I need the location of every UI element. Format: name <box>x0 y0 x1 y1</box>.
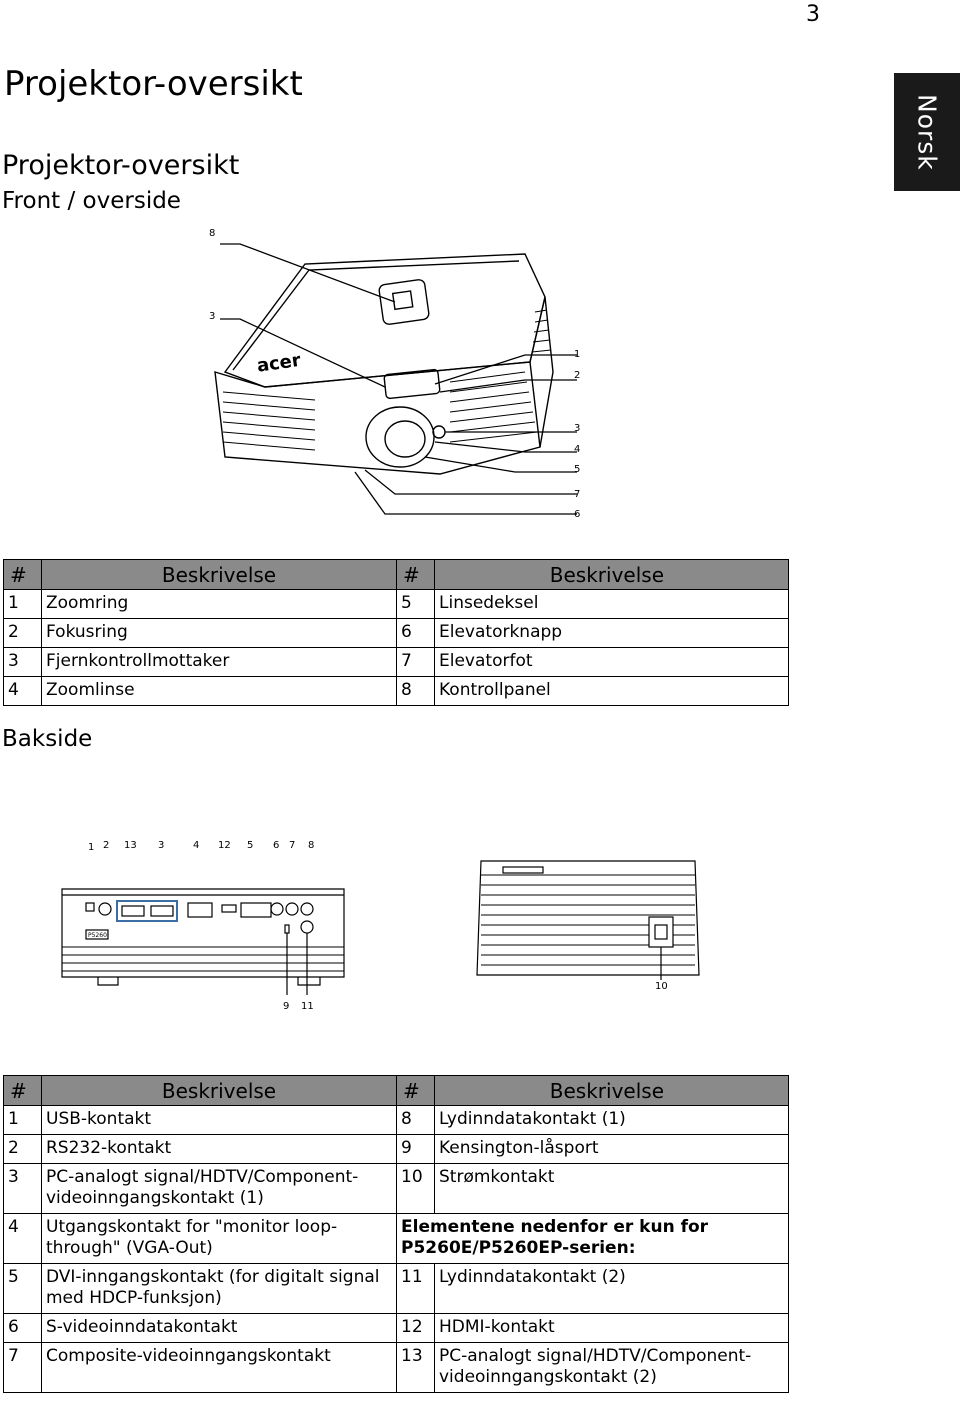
item-description: DVI-inngangskontakt (for digitalt signal med HDCP-funksjon) <box>42 1264 397 1314</box>
item-number: 5 <box>397 590 435 619</box>
item-description: Linsedeksel <box>435 590 789 619</box>
item-number: 3 <box>4 648 42 677</box>
item-description: Fokusring <box>42 619 397 648</box>
front-heading: Front / overside <box>2 188 181 214</box>
item-description: PC-analogt signal/HDTV/Component-videoinngangskontakt (1) <box>42 1164 397 1214</box>
table-row <box>4 1164 789 1214</box>
item-number: 4 <box>4 1214 42 1264</box>
callout-label: 2 <box>103 840 110 851</box>
projector-front-illustration <box>195 222 595 522</box>
item-description: Kontrollpanel <box>435 677 789 706</box>
section-title: Projektor-oversikt <box>2 150 240 181</box>
item-description: HDMI-kontakt <box>435 1314 789 1343</box>
callout-label: 2 <box>574 370 581 381</box>
callout-label: 1 <box>88 842 95 853</box>
item-number: 6 <box>397 619 435 648</box>
item-number: 10 <box>397 1164 435 1214</box>
page-number: 3 <box>806 2 820 27</box>
item-number: 6 <box>4 1314 42 1343</box>
projector-rear-illustration <box>473 855 703 990</box>
item-number: 13 <box>397 1343 435 1393</box>
item-description: Zoomlinse <box>42 677 397 706</box>
item-number: 2 <box>4 1135 42 1164</box>
column-header: # <box>397 560 435 590</box>
table-row <box>4 1106 789 1135</box>
column-header: Beskrivelse <box>42 1076 397 1106</box>
item-number: 11 <box>397 1264 435 1314</box>
item-description: Zoomring <box>42 590 397 619</box>
model-label: P5260i <box>88 932 109 939</box>
callout-label: 5 <box>247 840 254 851</box>
item-number: 1 <box>4 590 42 619</box>
callout-label: 10 <box>655 981 668 992</box>
item-number: 8 <box>397 677 435 706</box>
item-number: 12 <box>397 1314 435 1343</box>
item-description: USB-kontakt <box>42 1106 397 1135</box>
item-description: Utgangskontakt for "monitor loop-through" (VGA-Out) <box>42 1214 397 1264</box>
item-number: 3 <box>4 1164 42 1214</box>
table-header-row <box>4 1076 789 1106</box>
item-number: 8 <box>397 1106 435 1135</box>
item-number: 5 <box>4 1264 42 1314</box>
callout-label: 9 <box>283 1001 290 1012</box>
item-description: PC-analogt signal/HDTV/Component-videoinngangskontakt (2) <box>435 1343 789 1393</box>
item-description: Fjernkontrollmottaker <box>42 648 397 677</box>
table-row <box>4 1264 789 1314</box>
table-row <box>4 590 789 619</box>
table-row <box>4 1135 789 1164</box>
column-header: Beskrivelse <box>435 560 789 590</box>
item-number: 1 <box>4 1106 42 1135</box>
callout-label: 3 <box>158 840 165 851</box>
item-number: 7 <box>397 648 435 677</box>
column-header: Beskrivelse <box>435 1076 789 1106</box>
callout-label: 7 <box>289 840 296 851</box>
language-tab-label: Norsk <box>912 93 942 171</box>
item-description: Kensington-låsport <box>435 1135 789 1164</box>
item-description: Strømkontakt <box>435 1164 789 1214</box>
table-header-row <box>4 560 789 590</box>
front-description-table <box>3 559 789 706</box>
language-tab <box>894 73 960 191</box>
item-number: 7 <box>4 1343 42 1393</box>
item-description: Elevatorfot <box>435 648 789 677</box>
page-title: Projektor-oversikt <box>4 64 303 104</box>
callout-label: 8 <box>308 840 315 851</box>
rear-panel-illustration <box>58 885 348 995</box>
table-row <box>4 1314 789 1343</box>
item-number: 9 <box>397 1135 435 1164</box>
callout-label: 11 <box>301 1001 314 1012</box>
callout-label: 13 <box>124 840 137 851</box>
callout-label: 6 <box>574 509 581 520</box>
item-description: Lydinndatakontakt (1) <box>435 1106 789 1135</box>
item-description: RS232-kontakt <box>42 1135 397 1164</box>
callout-label: 7 <box>574 489 581 500</box>
callout-label: 1 <box>574 349 581 360</box>
column-header: # <box>4 1076 42 1106</box>
callout-label: 12 <box>218 840 231 851</box>
item-description: Elevatorknapp <box>435 619 789 648</box>
callout-label: 8 <box>209 228 216 239</box>
callout-label: 6 <box>273 840 280 851</box>
table-row <box>4 619 789 648</box>
table-row <box>4 648 789 677</box>
table-row <box>4 677 789 706</box>
item-description: Lydinndatakontakt (2) <box>435 1264 789 1314</box>
item-number: 2 <box>4 619 42 648</box>
back-heading: Bakside <box>2 726 93 752</box>
callout-label: 4 <box>193 840 200 851</box>
item-description: S-videoinndatakontakt <box>42 1314 397 1343</box>
callout-label: 3 <box>209 311 216 322</box>
column-header: # <box>4 560 42 590</box>
table-row <box>4 1214 789 1264</box>
series-note: Elementene nedenfor er kun for P5260E/P5260EP-serien: <box>397 1214 789 1264</box>
column-header: Beskrivelse <box>42 560 397 590</box>
item-description: Composite-videoinngangskontakt <box>42 1343 397 1393</box>
back-description-table <box>3 1075 789 1393</box>
item-number: 4 <box>4 677 42 706</box>
callout-label: 5 <box>574 464 581 475</box>
column-header: # <box>397 1076 435 1106</box>
table-row <box>4 1343 789 1393</box>
svg-text:acer: acer <box>255 349 302 377</box>
callout-label: 3 <box>574 423 581 434</box>
callout-label: 4 <box>574 444 581 455</box>
